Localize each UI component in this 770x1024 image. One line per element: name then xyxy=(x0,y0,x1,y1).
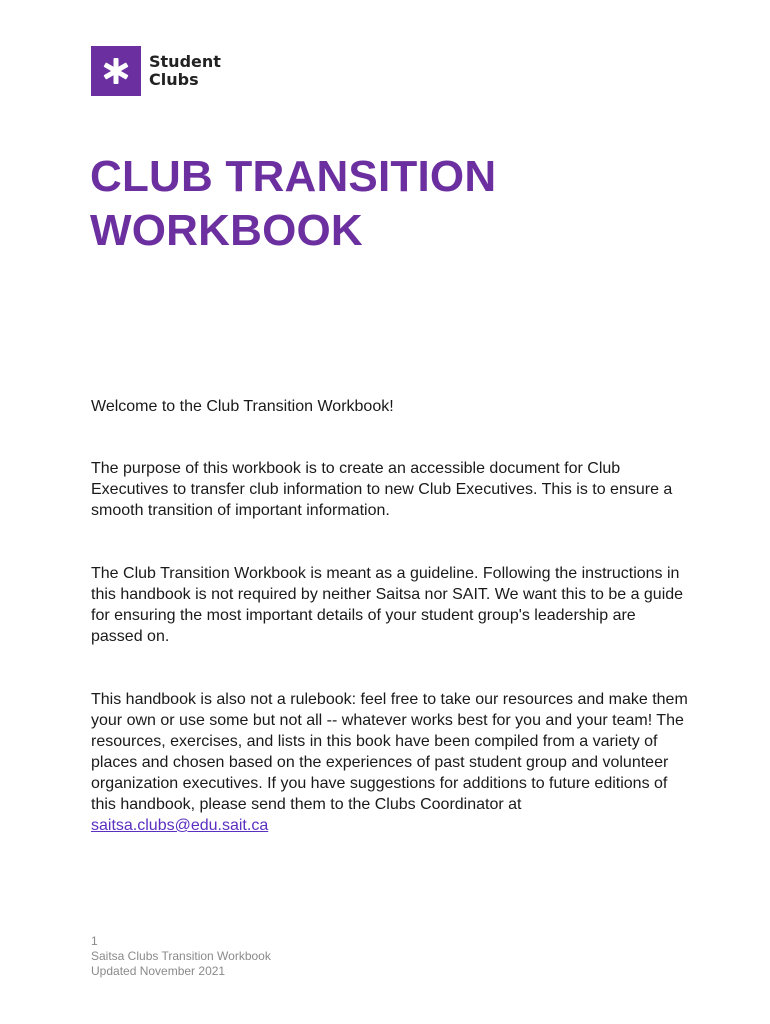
email-link[interactable]: saitsa.clubs@edu.sait.ca xyxy=(91,817,269,834)
page-footer xyxy=(91,934,271,979)
title-line-1: CLUB TRANSITION xyxy=(90,152,497,201)
footer-doc-title: Saitsa Clubs Transition Workbook xyxy=(91,949,271,963)
rulebook-text: This handbook is also not a rulebook: feel free to take our resources and make them your own or use some but not all -- whatever works best for you and your team! The resources, exercises, and lists in this book have been compiled from a variety of places and chosen based on the experiences of past student group and volunteer organization executives. If you have suggestions for additions to future editions of this handbook, please send them to the Clubs Coordinator at xyxy=(91,691,688,813)
guideline-paragraph: The Club Transition Workbook is meant as a guideline. Following the instructions in this handbook is not required by neither Saitsa nor SAIT. We want this to be a guide for ensuring the most important details of your student group's leadership are passed on. xyxy=(91,565,684,645)
asterisk-icon xyxy=(91,46,141,96)
title-line-2: WORKBOOK xyxy=(90,206,363,255)
student-clubs-logo xyxy=(91,46,221,96)
page-title xyxy=(90,150,496,258)
purpose-paragraph: The purpose of this workbook is to create an accessible document for Club Executives to transfer club information to new Club Executives. This is to ensure a smooth transition of important information. xyxy=(91,460,673,519)
logo-line-clubs: Clubs xyxy=(149,70,199,89)
document-body xyxy=(91,396,691,836)
asterisk-glyph xyxy=(101,56,131,86)
footer-updated-date: Updated November 2021 xyxy=(91,964,226,978)
page-number: 1 xyxy=(91,934,98,948)
rulebook-paragraph xyxy=(91,689,691,836)
logo-line-student: Student xyxy=(149,52,221,71)
welcome-paragraph: Welcome to the Club Transition Workbook! xyxy=(91,398,394,415)
logo-wordmark xyxy=(149,53,221,89)
